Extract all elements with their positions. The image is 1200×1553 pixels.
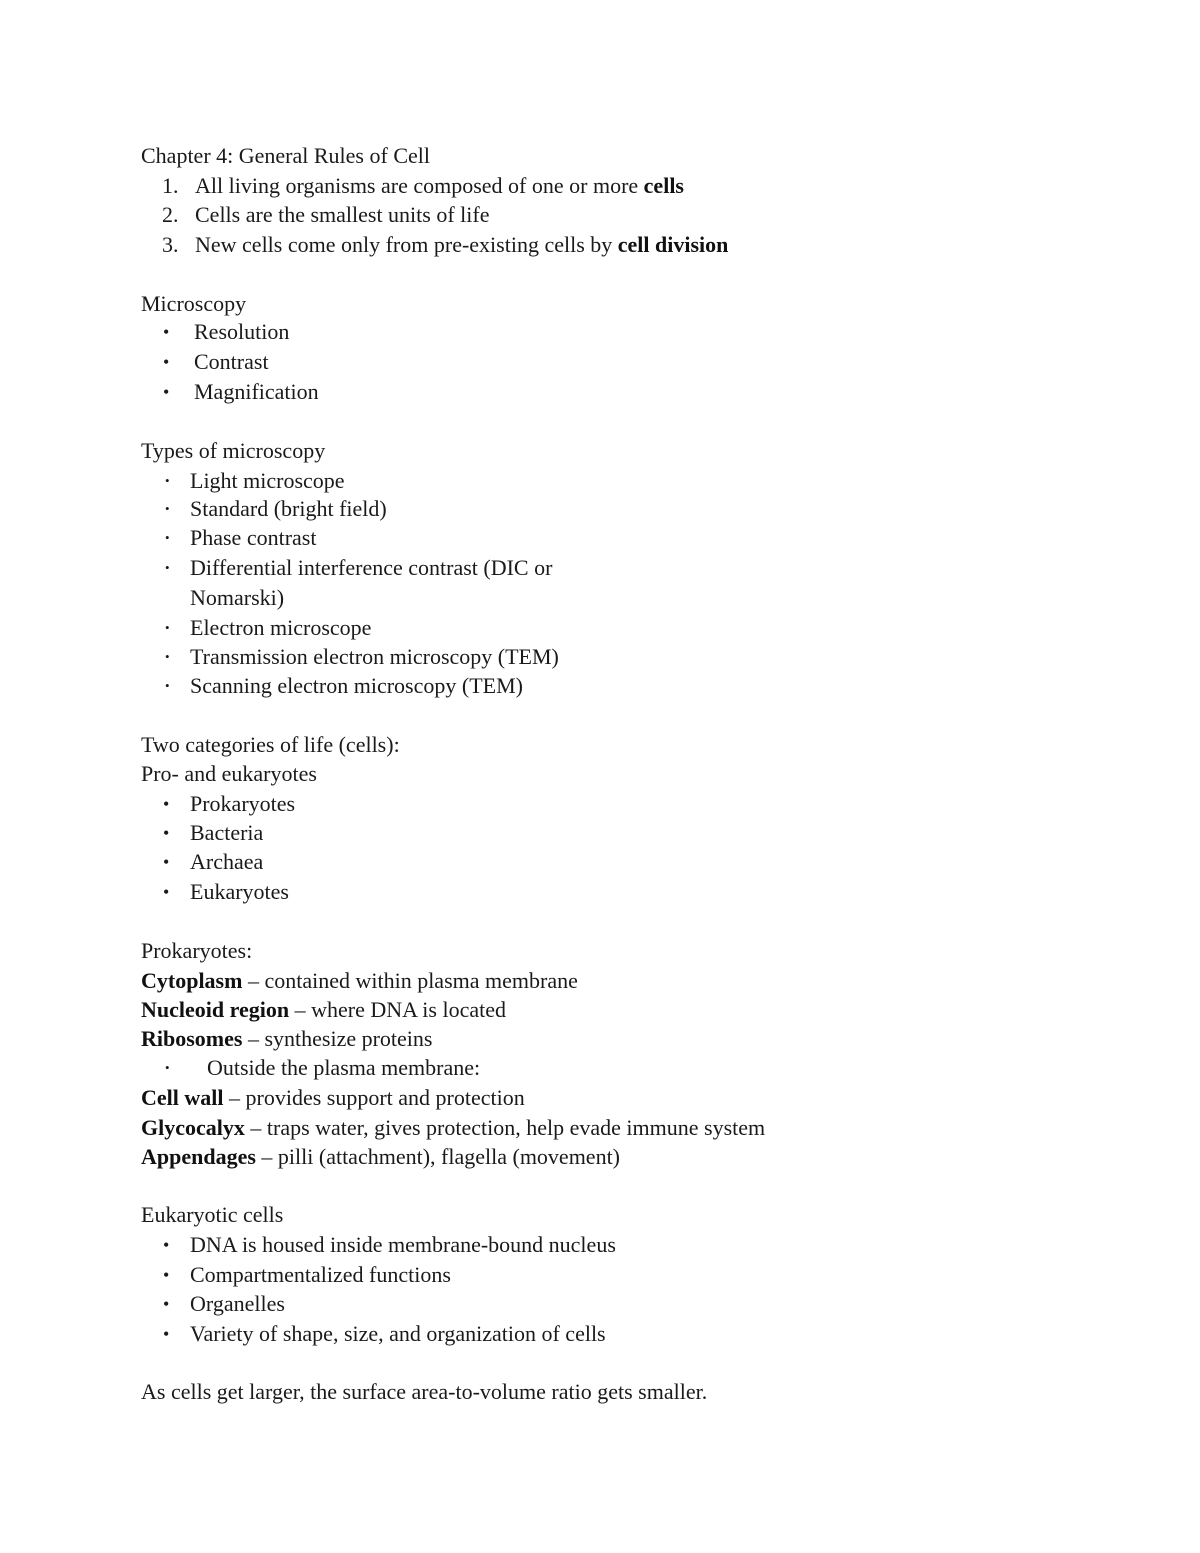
bullet-icon: • <box>165 473 170 488</box>
bullet-icon: • <box>165 620 170 635</box>
definition-desc: – traps water, gives protection, help evade immune system <box>244 1115 766 1140</box>
rule-bold: cells <box>643 173 684 198</box>
outside-membrane-label: Outside the plasma membrane: <box>207 1055 481 1080</box>
definition-line <box>141 1084 525 1112</box>
bullet-icon: • <box>165 678 170 693</box>
rule-text: New cells come only from pre-existing cells by <box>195 232 618 257</box>
bullet-icon: • <box>163 852 170 872</box>
list-item: Transmission electron microscopy (TEM) <box>190 644 559 669</box>
bullet-icon: • <box>163 882 170 902</box>
bullet-icon: • <box>163 322 170 342</box>
bullet-icon: • <box>163 794 170 814</box>
rule-number: 2. <box>162 202 179 227</box>
definition-line <box>141 996 506 1024</box>
types-heading: Types of microscopy <box>141 438 326 463</box>
rule-text: All living organisms are composed of one or more <box>195 173 644 198</box>
chapter-title: Chapter 4: General Rules of Cell <box>141 143 430 168</box>
list-item: Variety of shape, size, and organization of cells <box>190 1321 606 1346</box>
list-item: Resolution <box>194 319 290 344</box>
definition-term: Ribosomes <box>141 1026 243 1051</box>
bullet-icon: • <box>165 560 170 575</box>
rule-item <box>195 231 728 259</box>
bullet-icon: • <box>163 1265 170 1285</box>
list-item: Electron microscope <box>190 615 372 640</box>
categories-heading: Two categories of life (cells): <box>141 732 400 757</box>
list-item: DNA is housed inside membrane-bound nucleus <box>190 1232 616 1257</box>
bullet-icon: • <box>163 1324 170 1344</box>
bullet-icon: • <box>165 1060 170 1075</box>
definition-desc: – pilli (attachment), flagella (movement) <box>255 1144 621 1169</box>
list-item: Light microscope <box>190 468 345 493</box>
list-item: Scanning electron microscopy (TEM) <box>190 673 523 698</box>
bullet-icon: • <box>163 823 170 843</box>
rule-text: Cells are the smallest units of life <box>195 202 490 227</box>
list-item: Archaea <box>190 849 264 874</box>
list-item: Prokaryotes <box>190 791 296 816</box>
eukaryotic-heading: Eukaryotic cells <box>141 1202 284 1227</box>
list-item: Magnification <box>194 379 319 404</box>
list-item: Standard (bright field) <box>190 496 387 521</box>
list-item: Compartmentalized functions <box>190 1262 451 1287</box>
prokaryotes-heading: Prokaryotes: <box>141 938 253 963</box>
definition-line <box>141 967 578 995</box>
definition-line <box>141 1114 765 1142</box>
list-item: Organelles <box>190 1291 285 1316</box>
rule-number: 3. <box>162 232 179 257</box>
list-item: Phase contrast <box>190 525 317 550</box>
bullet-icon: • <box>165 530 170 545</box>
rule-bold: cell division <box>617 232 729 257</box>
bullet-icon: • <box>163 352 170 372</box>
definition-term: Cytoplasm <box>141 968 243 993</box>
list-item: Contrast <box>194 349 269 374</box>
definition-line <box>141 1025 432 1053</box>
definition-term: Nucleoid region <box>141 997 290 1022</box>
list-item-continuation: Nomarski) <box>190 585 285 610</box>
definition-term: Glycocalyx <box>141 1115 245 1140</box>
definition-term: Appendages <box>141 1144 256 1169</box>
definition-desc: – contained within plasma membrane <box>242 968 578 993</box>
definition-desc: – synthesize proteins <box>242 1026 433 1051</box>
categories-subheading: Pro- and eukaryotes <box>141 761 317 786</box>
definition-desc: – provides support and protection <box>223 1085 525 1110</box>
bullet-icon: • <box>163 382 170 402</box>
list-item: Bacteria <box>190 820 264 845</box>
rule-number: 1. <box>162 173 179 198</box>
rule-item <box>195 201 490 229</box>
list-item: Differential interference contrast (DIC or <box>190 555 553 580</box>
rule-item <box>195 172 684 200</box>
list-item: Eukaryotes <box>190 879 289 904</box>
bullet-icon: • <box>163 1235 170 1255</box>
microscopy-heading: Microscopy <box>141 291 247 316</box>
closing-statement: As cells get larger, the surface area-to-volume ratio gets smaller. <box>141 1379 708 1404</box>
bullet-icon: • <box>165 501 170 516</box>
definition-term: Cell wall <box>141 1085 224 1110</box>
definition-line <box>141 1143 620 1171</box>
definition-desc: – where DNA is located <box>289 997 506 1022</box>
bullet-icon: • <box>163 1294 170 1314</box>
bullet-icon: • <box>165 649 170 664</box>
